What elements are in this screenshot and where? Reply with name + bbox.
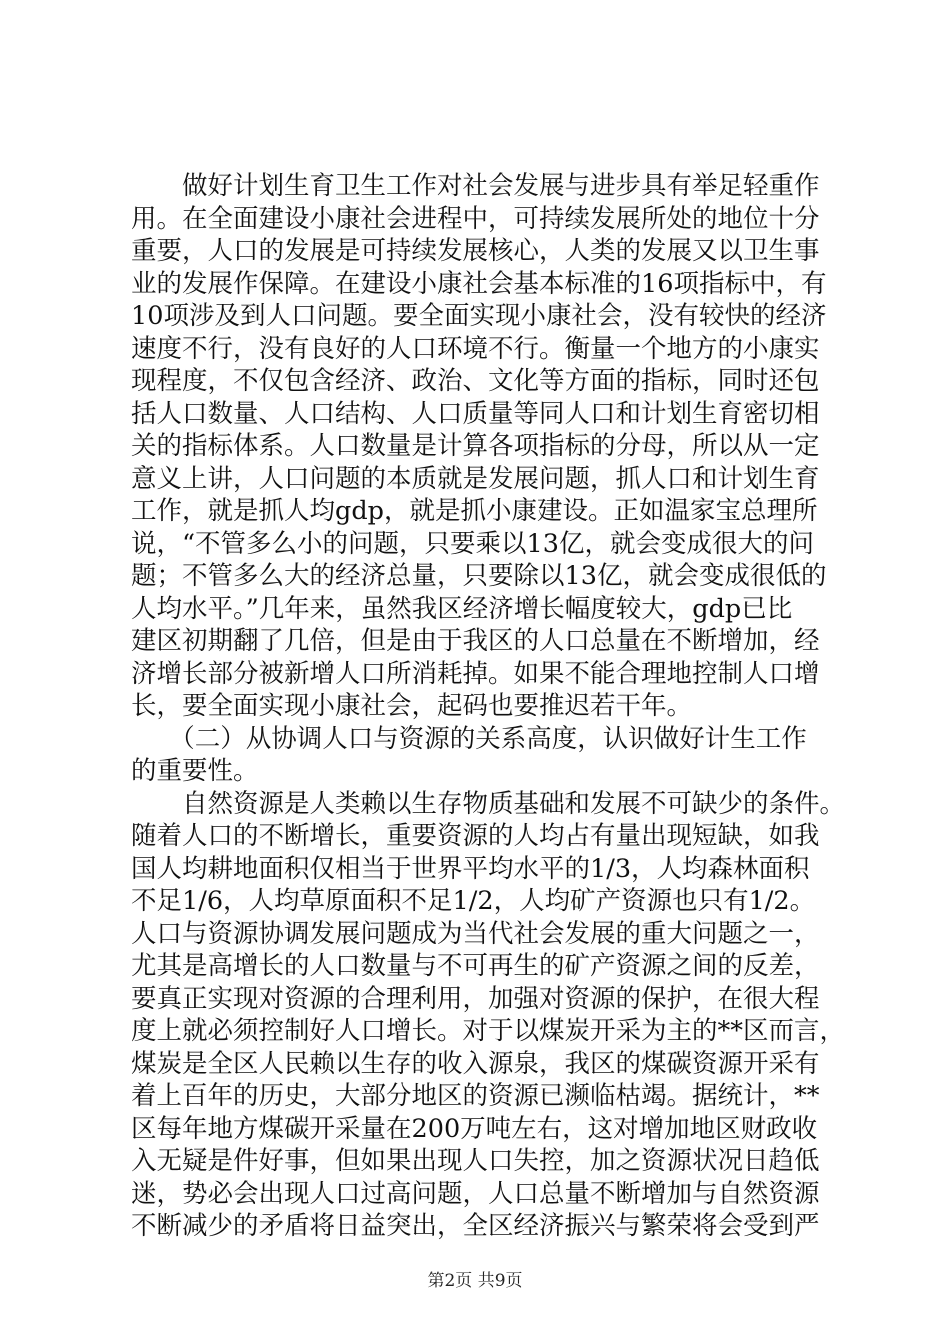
text-line: 要真正实现对资源的合理利用，加强对资源的保护，在很大程: [131, 983, 820, 1014]
text-line: 工作，就是抓人均gdp，就是抓小康建设。正如温家宝总理所: [131, 496, 818, 526]
text-line: 煤炭是全区人民赖以生存的收入源泉，我区的煤碳资源开采有: [131, 1048, 820, 1079]
text-line: 现程度，不仅包含经济、政治、文化等方面的指标，同时还包: [131, 366, 820, 396]
text-line: 用。在全面建设小康社会进程中，可持续发展所处的地位十分: [131, 203, 820, 234]
text-line: 意义上讲，人口问题的本质就是发展问题，抓人口和计划生育: [131, 463, 820, 494]
text-line: 区每年地方煤碳开采量在200万吨左右，这对增加地区财政收: [131, 1113, 818, 1144]
text-line: 关的指标体系。人口数量是计算各项指标的分母，所以从一定: [131, 431, 820, 461]
page-number-footer: 第2页 共9页: [427, 1271, 523, 1291]
text-line: 说，“不管多么小的问题，只要乘以13亿，就会变成很大的问: [131, 528, 814, 559]
text-line: 着上百年的历史，大部分地区的资源已濒临枯竭。据统计，**: [131, 1081, 820, 1111]
text-line: 随着人口的不断增长，重要资源的人均占有量出现短缺，如我: [131, 821, 820, 851]
text-line: 不断减少的矛盾将日益突出，全区经济振兴与繁荣将会受到严: [131, 1211, 820, 1241]
text-line: 入无疑是件好事，但如果出现人口失控，加之资源状况日趋低: [131, 1146, 820, 1176]
body-text: [131, 170, 846, 1243]
text-line: 题；不管多么大的经济总量，只要除以13亿，就会变成很低的: [131, 561, 827, 591]
text-line: 10项涉及到人口问题。要全面实现小康社会，没有较快的经济: [131, 301, 827, 331]
section-heading-line: 的重要性。: [131, 756, 259, 786]
text-line: 自然资源是人类赖以生存物质基础和发展不可缺少的条件。: [131, 788, 846, 819]
text-line: 尤其是高增长的人口数量与不可再生的矿产资源之间的反差，: [131, 951, 820, 981]
text-line: 业的发展作保障。在建设小康社会基本标准的16项指标中，有: [131, 268, 827, 299]
text-line: 括人口数量、人口结构、人口质量等同人口和计划生育密切相: [131, 398, 820, 429]
text-line: 不足1/6，人均草原面积不足1/2，人均矿产资源也只有1/2。: [131, 886, 816, 916]
text-line: 济增长部分被新增人口所消耗掉。如果不能合理地控制人口增: [131, 658, 820, 689]
text-line: 长，要全面实现小康社会，起码也要推迟若干年。: [131, 691, 693, 721]
text-line: 国人均耕地面积仅相当于世界平均水平的1/3，人均森林面积: [131, 853, 810, 884]
text-line: 人口与资源协调发展问题成为当代社会发展的重大问题之一，: [131, 918, 820, 949]
text-line: 重要，人口的发展是可持续发展核心，人类的发展又以卫生事: [131, 236, 820, 266]
text-line: 人均水平。”几年来，虽然我区经济增长幅度较大，gdp已比: [131, 593, 793, 624]
text-line: 做好计划生育卫生工作对社会发展与进步具有举足轻重作: [131, 171, 820, 201]
text-line: 度上就必须控制好人口增长。对于以煤炭开采为主的**区而言，: [131, 1016, 846, 1046]
text-line: 速度不行，没有良好的人口环境不行。衡量一个地方的小康实: [131, 333, 820, 364]
text-line: 建区初期翻了几倍，但是由于我区的人口总量在不断增加，经: [131, 626, 820, 656]
text-line: 迷，势必会出现人口过高问题，人口总量不断增加与自然资源: [131, 1178, 820, 1209]
section-heading-line: （二）从协调人口与资源的关系高度，认识做好计生工作: [131, 723, 807, 754]
